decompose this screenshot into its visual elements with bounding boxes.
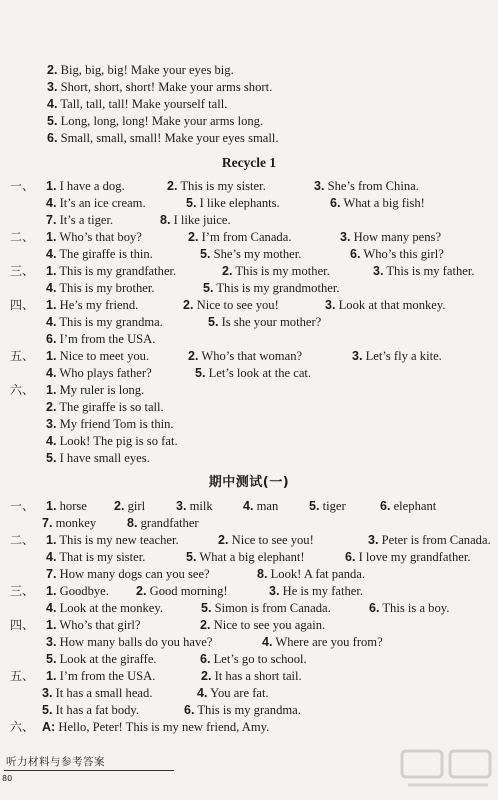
item-text: horse <box>59 499 87 513</box>
footer-title: 听力材料与参考答案 <box>6 756 105 768</box>
item-number: 4. <box>46 281 57 295</box>
item-number: 4. <box>46 601 57 615</box>
item-number: 3. <box>314 179 325 193</box>
item-text: This is my sister. <box>180 179 266 193</box>
answer-item <box>340 229 441 246</box>
item-text: How many pens? <box>353 230 442 244</box>
item-text: girl <box>127 499 146 513</box>
answer-item <box>46 229 142 246</box>
item-text: This is my father. <box>386 264 475 278</box>
item-text: elephant <box>393 499 437 513</box>
item-text: The giraffe is so tall. <box>59 400 164 414</box>
section-number: 五、 <box>10 669 35 683</box>
answer-item <box>114 498 145 515</box>
answer-item <box>350 246 444 263</box>
item-text: How many balls do you have? <box>59 635 213 649</box>
answer-item <box>46 634 212 651</box>
item-number: 1. <box>46 533 57 547</box>
answer-item <box>136 583 228 600</box>
item-number: 6. <box>345 550 356 564</box>
item-text: Hello, Peter! This is my new friend, Amy. <box>58 720 270 734</box>
answer-item <box>269 583 363 600</box>
item-text: Let’s fly a kite. <box>365 349 442 363</box>
item-text: Nice to see you again. <box>213 618 326 632</box>
answer-item <box>176 498 213 515</box>
footer-rule <box>4 770 174 771</box>
answer-item <box>200 246 301 263</box>
item-text: The giraffe is thin. <box>59 247 153 261</box>
item-text: I have a dog. <box>59 179 125 193</box>
item-number: 4. <box>46 434 57 448</box>
item-number: 3. <box>46 635 57 649</box>
answer-item <box>46 297 138 314</box>
answer-item <box>46 399 164 416</box>
item-text: It’s a tiger. <box>59 213 114 227</box>
answer-item <box>186 549 305 566</box>
item-number: 3. <box>47 80 58 94</box>
item-text: Good morning! <box>149 584 228 598</box>
item-text: My friend Tom is thin. <box>59 417 174 431</box>
item-text: Look! The pig is so fat. <box>59 434 178 448</box>
item-text: How many dogs can you see? <box>59 567 210 581</box>
answer-item <box>42 702 139 719</box>
answer-item <box>201 668 302 685</box>
item-text: Look at the giraffe. <box>59 652 157 666</box>
item-text: My ruler is long. <box>59 383 145 397</box>
item-text: This is my mother. <box>235 264 330 278</box>
item-text: monkey <box>55 516 97 530</box>
item-number: 5. <box>309 499 320 513</box>
item-text: This is my brother. <box>59 281 155 295</box>
item-text: You are fat. <box>210 686 269 700</box>
answer-item <box>160 212 231 229</box>
item-number: 3. <box>46 417 57 431</box>
item-number: 2. <box>47 63 58 77</box>
answer-item <box>46 583 109 600</box>
item-text: Small, small, small! Make your eyes small. <box>60 131 279 145</box>
section-number: 一、 <box>10 499 35 513</box>
item-text: He’s my friend. <box>59 298 139 312</box>
answer-item <box>201 600 331 617</box>
item-number: 5. <box>208 315 219 329</box>
answer-item <box>46 365 152 382</box>
answer-item <box>46 532 179 549</box>
item-text: I have small eyes. <box>59 451 150 465</box>
answer-item <box>46 668 155 685</box>
item-number: 4. <box>46 196 57 210</box>
item-text: milk <box>189 499 213 513</box>
item-number: 1. <box>46 669 57 683</box>
item-text: He is my father. <box>282 584 364 598</box>
item-number: 6. <box>350 247 361 261</box>
item-number: 3. <box>176 499 187 513</box>
section-number: 二、 <box>10 533 35 547</box>
item-text: tiger <box>322 499 346 513</box>
answer-item <box>47 96 227 113</box>
item-number: 2. <box>46 400 57 414</box>
item-number: 5. <box>201 601 212 615</box>
answer-item <box>243 498 278 515</box>
item-text: Look at the monkey. <box>59 601 163 615</box>
item-text: Who’s that girl? <box>59 618 141 632</box>
item-number: 1. <box>46 230 57 244</box>
item-number: 2. <box>222 264 233 278</box>
item-text: Is she your mother? <box>221 315 322 329</box>
answer-item <box>127 515 199 532</box>
answer-item <box>352 348 442 365</box>
answer-item <box>186 195 280 212</box>
item-number: 3. <box>269 584 280 598</box>
answer-item <box>46 246 153 263</box>
item-number: 4. <box>243 499 254 513</box>
item-number: 4. <box>47 97 58 111</box>
item-number: 6. <box>46 332 57 346</box>
item-number: 1. <box>46 618 57 632</box>
item-text: man <box>256 499 279 513</box>
item-text: What a big fish! <box>343 196 425 210</box>
item-text: I like juice. <box>173 213 231 227</box>
item-number: 2. <box>200 618 211 632</box>
answer-item <box>197 685 269 702</box>
item-number: 7. <box>46 213 57 227</box>
item-number: 5. <box>42 703 53 717</box>
item-number: 1. <box>46 264 57 278</box>
item-text: Who’s that boy? <box>59 230 142 244</box>
item-text: Tall, tall, tall! Make yourself tall. <box>60 97 228 111</box>
item-text: Look! A fat panda. <box>270 567 366 581</box>
item-text: It has a fat body. <box>55 703 140 717</box>
item-number: 4. <box>46 366 57 380</box>
item-number: 3. <box>352 349 363 363</box>
item-number: 5. <box>46 652 57 666</box>
answer-item <box>222 263 330 280</box>
answer-item <box>184 702 301 719</box>
answer-item <box>380 498 436 515</box>
answer-item <box>262 634 383 651</box>
answer-item <box>325 297 446 314</box>
section-heading: 期中测试(一) <box>208 475 290 490</box>
item-text: Nice to see you! <box>196 298 279 312</box>
item-number: 6. <box>369 601 380 615</box>
item-number: 2. <box>218 533 229 547</box>
answer-item <box>208 314 321 331</box>
item-text: Long, long, long! Make your arms long. <box>60 114 264 128</box>
answer-item <box>368 532 491 549</box>
answer-item <box>46 348 149 365</box>
answer-item <box>46 498 87 515</box>
answer-item <box>42 515 96 532</box>
section-number: 六、 <box>10 383 35 397</box>
answer-item <box>46 416 174 433</box>
item-number: 5. <box>195 366 206 380</box>
answer-item <box>183 297 279 314</box>
item-number: 1. <box>46 584 57 598</box>
item-number: 4. <box>197 686 208 700</box>
watermark-logo <box>400 745 496 795</box>
item-text: Where are you from? <box>275 635 383 649</box>
item-number: 4. <box>262 635 273 649</box>
item-number: 1. <box>46 499 57 513</box>
item-text: Let’s go to school. <box>213 652 307 666</box>
item-number: 1. <box>46 179 57 193</box>
item-number: 8. <box>257 567 268 581</box>
item-text: That is my sister. <box>59 550 146 564</box>
item-text: What a big elephant! <box>199 550 305 564</box>
item-number: A: <box>42 720 56 734</box>
item-number: 3. <box>368 533 379 547</box>
answer-item <box>195 365 311 382</box>
answer-item <box>42 685 152 702</box>
answer-item <box>203 280 340 297</box>
answer-item <box>47 62 234 79</box>
answer-item <box>46 382 144 399</box>
item-number: 7. <box>46 567 57 581</box>
item-number: 4. <box>46 247 57 261</box>
item-number: 2. <box>188 230 199 244</box>
answer-item <box>46 566 210 583</box>
item-text: Nice to meet you. <box>59 349 150 363</box>
answer-item <box>314 178 419 195</box>
item-number: 6. <box>330 196 341 210</box>
item-number: 2. <box>114 499 125 513</box>
item-number: 1. <box>46 349 57 363</box>
item-number: 2. <box>188 349 199 363</box>
item-text: This is my grandma. <box>197 703 301 717</box>
item-text: Let’s look at the cat. <box>208 366 312 380</box>
item-text: This is my grandma. <box>59 315 163 329</box>
answer-item <box>46 433 178 450</box>
item-text: Big, big, big! Make your eyes big. <box>60 63 234 77</box>
item-number: 8. <box>160 213 171 227</box>
answer-item <box>167 178 266 195</box>
item-number: 5. <box>186 550 197 564</box>
item-text: This is my new teacher. <box>59 533 179 547</box>
item-number: 4. <box>46 550 57 564</box>
section-number: 五、 <box>10 349 35 363</box>
answer-item <box>46 651 157 668</box>
item-text: Peter is from Canada. <box>381 533 491 547</box>
section-number: 三、 <box>10 264 35 278</box>
item-number: 5. <box>46 451 57 465</box>
item-text: It’s an ice cream. <box>59 196 146 210</box>
answer-item <box>46 263 176 280</box>
answer-item <box>257 566 365 583</box>
answer-item <box>46 212 113 229</box>
answer-item <box>309 498 346 515</box>
answer-item <box>46 195 146 212</box>
answer-item <box>46 600 163 617</box>
item-text: Who’s this girl? <box>363 247 444 261</box>
answer-item <box>345 549 471 566</box>
item-text: Short, short, short! Make your arms short. <box>60 80 273 94</box>
item-text: I’m from the USA. <box>59 669 156 683</box>
item-text: She’s from China. <box>327 179 419 193</box>
section-number: 三、 <box>10 584 35 598</box>
item-number: 3. <box>373 264 384 278</box>
item-number: 5. <box>47 114 58 128</box>
item-number: 6. <box>47 131 58 145</box>
item-number: 5. <box>200 247 211 261</box>
answer-item <box>46 450 150 467</box>
item-number: 2. <box>183 298 194 312</box>
item-number: 4. <box>46 315 57 329</box>
item-text: It has a short tail. <box>214 669 302 683</box>
item-number: 8. <box>127 516 138 530</box>
item-text: I’m from the USA. <box>59 332 156 346</box>
item-text: Who’s that woman? <box>201 349 303 363</box>
item-text: This is my grandfather. <box>59 264 177 278</box>
item-text: Nice to see you! <box>231 533 314 547</box>
answer-item <box>47 113 263 130</box>
answer-item <box>330 195 425 212</box>
item-text: Goodbye. <box>59 584 109 598</box>
answer-item <box>46 617 141 634</box>
item-text: I love my grandfather. <box>358 550 471 564</box>
item-number: 1. <box>46 298 57 312</box>
item-number: 6. <box>184 703 195 717</box>
section-number: 四、 <box>10 298 35 312</box>
section-number: 四、 <box>10 618 35 632</box>
item-number: 5. <box>186 196 197 210</box>
answer-item <box>188 229 291 246</box>
item-text: I’m from Canada. <box>201 230 292 244</box>
answer-item <box>373 263 475 280</box>
answer-item <box>46 314 163 331</box>
item-number: 7. <box>42 516 53 530</box>
answer-item <box>47 130 279 147</box>
item-number: 2. <box>136 584 147 598</box>
item-text: This is a boy. <box>382 601 450 615</box>
answer-item <box>188 348 302 365</box>
item-number: 2. <box>201 669 212 683</box>
item-number: 5. <box>203 281 214 295</box>
answer-item <box>46 178 125 195</box>
item-number: 3. <box>325 298 336 312</box>
answer-item <box>200 651 307 668</box>
item-text: This is my grandmother. <box>216 281 340 295</box>
item-number: 3. <box>340 230 351 244</box>
item-text: Simon is from Canada. <box>214 601 331 615</box>
item-number: 6. <box>200 652 211 666</box>
page-number: 80 <box>2 774 13 783</box>
item-number: 3. <box>42 686 53 700</box>
answer-item <box>369 600 449 617</box>
item-text: Who plays father? <box>59 366 152 380</box>
item-text: She’s my mother. <box>213 247 302 261</box>
section-number: 一、 <box>10 179 35 193</box>
section-heading: Recycle 1 <box>221 155 277 170</box>
answer-item <box>46 280 155 297</box>
answer-item <box>218 532 314 549</box>
answer-item <box>47 79 272 96</box>
answer-item <box>46 549 145 566</box>
answer-item <box>46 331 155 348</box>
item-text: It has a small head. <box>55 686 153 700</box>
answer-item <box>42 719 269 736</box>
item-number: 2. <box>167 179 178 193</box>
item-number: 6. <box>380 499 391 513</box>
answer-item <box>200 617 325 634</box>
item-text: grandfather <box>140 516 199 530</box>
item-number: 1. <box>46 383 57 397</box>
item-text: Look at that monkey. <box>338 298 446 312</box>
section-number: 六、 <box>10 720 35 734</box>
item-text: I like elephants. <box>199 196 280 210</box>
section-number: 二、 <box>10 230 35 244</box>
